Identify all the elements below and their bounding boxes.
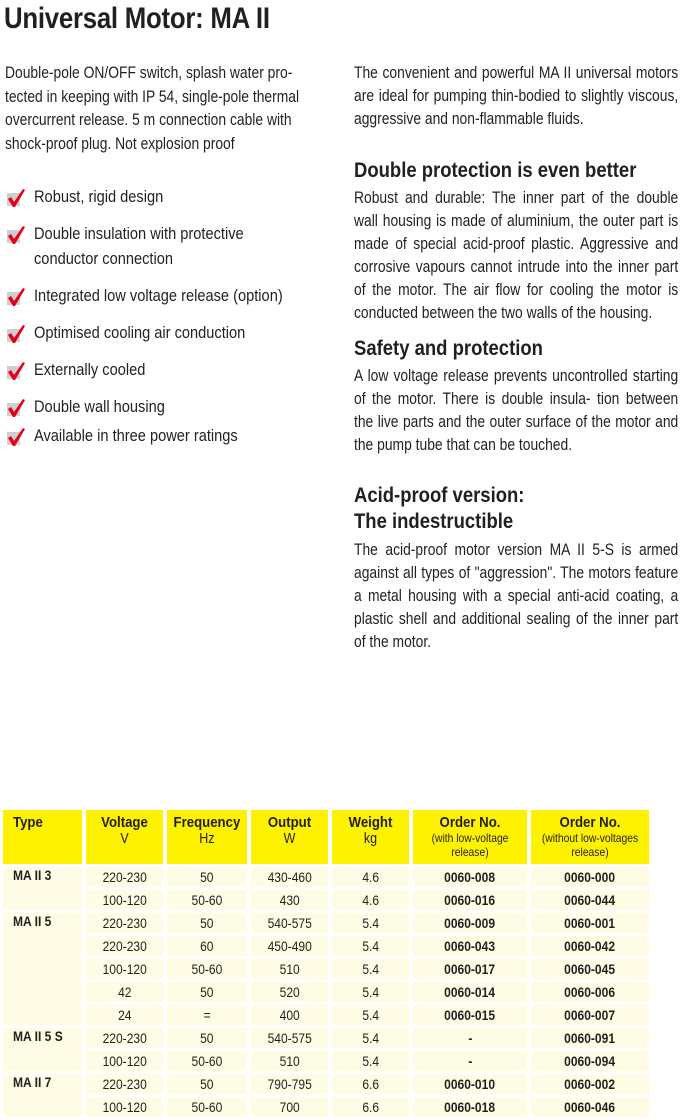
order-with-lvr-cell [413, 1005, 527, 1025]
column-header [167, 810, 247, 864]
feature-text: Double wall housing [34, 397, 165, 416]
order-without-lvr-cell [531, 867, 649, 887]
cell-value: 510 [279, 1053, 300, 1069]
type-label: MA II 7 [13, 1074, 52, 1090]
frequency-cell [167, 1051, 247, 1071]
column-header [332, 810, 409, 864]
feature-item [5, 283, 405, 308]
cell-value: 520 [279, 984, 300, 1000]
cell-value: 50 [200, 915, 214, 931]
output-cell [251, 1051, 328, 1071]
order-without-lvr-cell [531, 913, 649, 933]
output-cell [251, 890, 328, 910]
column-header [3, 810, 82, 864]
header-unit: kg [363, 831, 377, 847]
cell-value: 50 [200, 869, 214, 885]
cell-value: 5.4 [361, 938, 379, 954]
checkmark-icon [5, 224, 25, 244]
cell-value: 60 [200, 938, 214, 954]
cell-value: 5.4 [361, 984, 379, 1000]
order-without-lvr-cell [531, 1051, 649, 1071]
order-with-lvr-cell [413, 982, 527, 1002]
cell-value: - [467, 1053, 472, 1069]
feature-text: conductor connection [34, 249, 173, 268]
cell-value: 5.4 [361, 1030, 379, 1046]
frequency-cell [167, 959, 247, 979]
section-heading-acid-proof [354, 483, 639, 535]
table-row [3, 1051, 649, 1071]
cell-value: 50 [200, 1076, 214, 1092]
output-cell [251, 867, 328, 887]
type-cell [3, 913, 82, 1025]
cell-value: 0060-045 [564, 961, 616, 977]
intro-line: tected in keeping with IP 54, single-pole thermal [5, 87, 300, 106]
header-label: Voltage [101, 814, 148, 831]
column-header [413, 810, 527, 864]
cell-value: 220-230 [102, 1076, 147, 1092]
feature-item [5, 184, 405, 209]
cell-value: 6.6 [361, 1076, 379, 1092]
intro-line: Double-pole ON/OFF switch, splash water pro- [5, 64, 293, 82]
order-with-lvr-cell [413, 959, 527, 979]
section-body-double-protection: Robust and durable: The inner part of the double wall housing is made of aluminium, the outer part is made of special acid-proof plastic. Aggressive and corrosive vapours cannot intrude into the inner part of the motor. The air flow for cooling the motor is conducted between the two walls of the housing. [354, 189, 679, 322]
voltage-cell [86, 982, 163, 1002]
cell-value: 100-120 [102, 892, 147, 908]
cell-value: 220-230 [102, 938, 147, 954]
header-unit: V [120, 831, 129, 847]
checkmark-icon [5, 286, 25, 306]
order-with-lvr-cell [413, 1074, 527, 1094]
frequency-cell [167, 1097, 247, 1117]
frequency-cell [167, 913, 247, 933]
weight-cell [332, 867, 409, 887]
header-unit: Hz [199, 831, 215, 847]
output-cell [251, 1074, 328, 1094]
frequency-cell [167, 1074, 247, 1094]
checkmark-icon [5, 187, 25, 207]
feature-item [5, 320, 405, 345]
checkmark-icon [5, 360, 25, 380]
order-with-lvr-cell [413, 913, 527, 933]
weight-cell [332, 913, 409, 933]
cell-value: 5.4 [361, 915, 379, 931]
page-title: Universal Motor: MA II [4, 2, 270, 35]
intro-block [5, 62, 365, 156]
output-cell [251, 959, 328, 979]
voltage-cell [86, 1051, 163, 1071]
right-column [354, 62, 678, 654]
section-heading-double-protection: Double protection is even better [354, 159, 637, 182]
weight-cell [332, 1051, 409, 1071]
voltage-cell [86, 913, 163, 933]
feature-item [5, 221, 405, 271]
table-row [3, 982, 649, 1002]
output-cell [251, 1005, 328, 1025]
checkmark-icon [5, 426, 25, 446]
cell-value: 0060-042 [564, 938, 616, 954]
order-with-lvr-cell [413, 936, 527, 956]
table-row [3, 913, 649, 933]
table-row [3, 959, 649, 979]
cell-value: 220-230 [102, 1030, 147, 1046]
feature-item [5, 394, 405, 419]
type-cell [3, 867, 82, 910]
cell-value: 540-575 [267, 1030, 312, 1046]
order-without-lvr-cell [531, 1074, 649, 1094]
frequency-cell [167, 890, 247, 910]
cell-value: 700 [279, 1099, 300, 1115]
cell-value: 400 [279, 1007, 300, 1023]
cell-value: 5.4 [361, 1007, 379, 1023]
weight-cell [332, 1097, 409, 1117]
order-without-lvr-cell [531, 1097, 649, 1117]
feature-text: Double insulation with protective [34, 224, 244, 243]
cell-value: 50-60 [191, 961, 223, 977]
type-label: MA II 5 S [13, 1028, 63, 1044]
cell-value: 0060-007 [564, 1007, 616, 1023]
column-header [531, 810, 649, 864]
table-row [3, 1074, 649, 1094]
cell-value: 4.6 [361, 869, 379, 885]
header-label: Weight [348, 814, 393, 831]
header-note: release) [451, 845, 489, 859]
frequency-cell [167, 936, 247, 956]
cell-value: 50 [200, 1030, 214, 1046]
weight-cell [332, 982, 409, 1002]
voltage-cell [86, 890, 163, 910]
section-body-acid-proof: The acid-proof motor version MA II 5-S is armed against all types of "aggression". The motors feature a metal housing with a special anti-acid coating, a plastic shell and additional sealing of the inner part of the motor. [354, 541, 679, 651]
header-label: Order No. [559, 814, 621, 831]
heading-line: Acid-proof version: [354, 484, 525, 507]
frequency-cell [167, 1028, 247, 1048]
header-note: (without low-voltages [541, 831, 639, 845]
cell-value: 0060-043 [444, 938, 496, 954]
cell-value: 430-460 [267, 869, 312, 885]
order-with-lvr-cell [413, 1028, 527, 1048]
cell-value: 5.4 [361, 961, 379, 977]
cell-value: 0060-015 [444, 1007, 496, 1023]
weight-cell [332, 959, 409, 979]
weight-cell [332, 1005, 409, 1025]
feature-item [5, 357, 405, 382]
cell-value: 0060-008 [444, 869, 496, 885]
table-row [3, 936, 649, 956]
order-with-lvr-cell [413, 1051, 527, 1071]
table-row [3, 1028, 649, 1048]
feature-text: Available in three power ratings [34, 426, 238, 445]
cell-value: 100-120 [102, 1053, 147, 1069]
cell-value: 450-490 [267, 938, 312, 954]
cell-value: 0060-001 [564, 915, 616, 931]
voltage-cell [86, 1097, 163, 1117]
cell-value: 0060-091 [564, 1030, 616, 1046]
order-without-lvr-cell [531, 890, 649, 910]
output-cell [251, 913, 328, 933]
cell-value: - [467, 1030, 472, 1046]
voltage-cell [86, 867, 163, 887]
type-cell [3, 1074, 82, 1117]
order-with-lvr-cell [413, 1097, 527, 1117]
output-cell [251, 1097, 328, 1117]
weight-cell [332, 1028, 409, 1048]
cell-value: 0060-006 [564, 984, 616, 1000]
intro-text [5, 62, 337, 156]
cell-value: 0060-046 [564, 1099, 616, 1115]
cell-value: 5.4 [361, 1053, 379, 1069]
output-cell [251, 982, 328, 1002]
section-heading-safety: Safety and protection [354, 337, 543, 360]
spec-table [0, 807, 653, 1120]
voltage-cell [86, 1074, 163, 1094]
weight-cell [332, 936, 409, 956]
cell-value: 0060-018 [444, 1099, 496, 1115]
header-note: release) [571, 845, 609, 859]
intro-line: shock-proof plug. Not explosion proof [5, 134, 235, 153]
cell-value: 50-60 [191, 1053, 223, 1069]
voltage-cell [86, 936, 163, 956]
table-row [3, 1005, 649, 1025]
table-header-row [3, 810, 649, 864]
cell-value: 510 [279, 961, 300, 977]
cell-value: 430 [279, 892, 300, 908]
cell-value: 540-575 [267, 915, 312, 931]
cell-value: 0060-014 [444, 984, 496, 1000]
order-with-lvr-cell [413, 867, 527, 887]
output-cell [251, 936, 328, 956]
feature-text: Externally cooled [34, 360, 146, 379]
cell-value: 50-60 [191, 892, 223, 908]
table-row [3, 890, 649, 910]
cell-value: 50-60 [191, 1099, 223, 1115]
frequency-cell [167, 1005, 247, 1025]
type-cell [3, 1028, 82, 1071]
cell-value: 4.6 [361, 892, 379, 908]
intro-line: overcurrent release. 5 m connection cable with [5, 111, 292, 129]
column-header [86, 810, 163, 864]
header-label: Output [267, 814, 311, 831]
cell-value: 50 [200, 984, 214, 1000]
header-note: (with low-voltage [431, 831, 509, 845]
cell-value: 0060-044 [564, 892, 616, 908]
lead-paragraph: The convenient and powerful MA II universal motors are ideal for pumping thin-bodied to slightly viscous, aggressive and non-flammable fluids. [354, 64, 679, 128]
weight-cell [332, 1074, 409, 1094]
cell-value: 0060-000 [564, 869, 616, 885]
cell-value: 0060-094 [564, 1053, 616, 1069]
voltage-cell [86, 1028, 163, 1048]
cell-value: 0060-017 [444, 961, 496, 977]
order-without-lvr-cell [531, 1028, 649, 1048]
column-header [251, 810, 328, 864]
cell-value: 220-230 [102, 869, 147, 885]
cell-value: 220-230 [102, 915, 147, 931]
feature-text: Robust, rigid design [34, 187, 164, 206]
cell-value: 24 [117, 1007, 132, 1023]
section-body-safety: A low voltage release prevents uncontrolled starting of the motor. There is double insula- tion between the live parts and the outer surface of the motor and the pump tube that can be touched. [354, 367, 679, 454]
header-label: Frequency [173, 814, 241, 831]
voltage-cell [86, 959, 163, 979]
cell-value: 0060-010 [444, 1076, 496, 1092]
frequency-cell [167, 867, 247, 887]
weight-cell [332, 890, 409, 910]
cell-value: 42 [117, 984, 132, 1000]
order-without-lvr-cell [531, 982, 649, 1002]
cell-value: 100-120 [102, 1099, 147, 1115]
feature-text: Integrated low voltage release (option) [34, 286, 283, 305]
cell-value: 0060-002 [564, 1076, 616, 1092]
header-label: Order No. [439, 814, 501, 831]
frequency-cell [167, 982, 247, 1002]
header-label: Type [13, 814, 43, 831]
table-row [3, 1097, 649, 1117]
voltage-cell [86, 1005, 163, 1025]
output-cell [251, 1028, 328, 1048]
order-without-lvr-cell [531, 959, 649, 979]
order-without-lvr-cell [531, 936, 649, 956]
checkmark-icon [5, 323, 25, 343]
feature-item [5, 423, 405, 448]
feature-text: Optimised cooling air conduction [34, 323, 246, 342]
order-with-lvr-cell [413, 890, 527, 910]
type-label: MA II 5 [13, 913, 52, 929]
cell-value: = [203, 1007, 211, 1023]
feature-list [5, 184, 405, 448]
order-without-lvr-cell [531, 1005, 649, 1025]
cell-value: 0060-009 [444, 915, 496, 931]
type-label: MA II 3 [13, 867, 52, 883]
heading-line: The indestructible [354, 510, 514, 533]
cell-value: 100-120 [102, 961, 147, 977]
table-row [3, 867, 649, 887]
header-unit: W [283, 831, 296, 847]
cell-value: 790-795 [267, 1076, 312, 1092]
cell-value: 0060-016 [444, 892, 496, 908]
checkmark-icon [5, 397, 25, 417]
cell-value: 6.6 [361, 1099, 379, 1115]
